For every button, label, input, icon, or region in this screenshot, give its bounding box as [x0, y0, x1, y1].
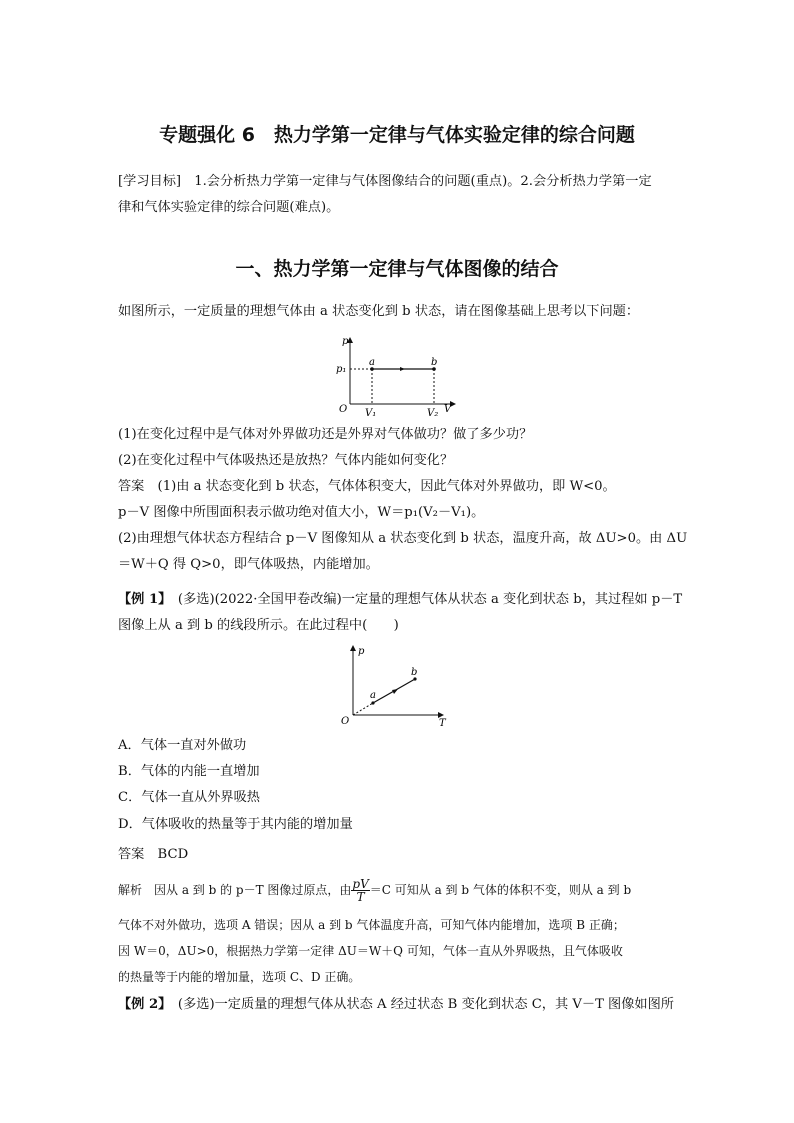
point-a	[371, 701, 374, 704]
v1-label: V₁	[365, 408, 377, 419]
example-1-line-1	[118, 590, 683, 610]
pt-diagram	[335, 642, 455, 730]
example-2-tag: 【例 2】	[118, 997, 165, 1012]
example-1-text-1: (多选)(2022·全国甲卷改编)一定量的理想气体从状态 a 变化到状态 b，其过程如 p－T	[164, 592, 683, 607]
question-1: (1)在变化过程中是气体对外界做功还是外界对气体做功？做了多少功？	[118, 427, 533, 442]
fraction-denominator: T	[356, 890, 365, 904]
option-b: B．气体的内能一直增加	[118, 764, 260, 779]
point-a-label: a	[370, 690, 376, 701]
origin-dashed-line	[353, 703, 373, 715]
analysis-line-4: 的热量等于内能的增加量，选项 C、D 正确。	[118, 970, 361, 984]
y-axis-label: p	[342, 336, 349, 347]
question-2: (2)在变化过程中气体吸热还是放热？气体内能如何变化？	[118, 453, 454, 468]
analysis-text-post: ＝C 可知从 a 到 b 气体的体积不变，则从 a 到 b	[369, 883, 632, 897]
y-axis-label: p	[358, 646, 365, 657]
point-b-label: b	[411, 667, 418, 678]
analysis-line-3: 因 W＝0，ΔU>0，根据热力学第一定律 ΔU＝W＋Q 可知，气体一直从外界吸热，且气体吸收	[118, 944, 623, 958]
answer-2-b: ＝W＋Q 得 Q>0，即气体吸热，内能增加。	[118, 557, 379, 572]
analysis-text-pre: 解析 因从 a 到 b 的 p－T 图像过原点，由	[118, 883, 352, 897]
analysis-line-1	[118, 878, 680, 903]
option-c: C．气体一直从外界吸热	[118, 790, 260, 805]
objectives-line-2: 律和气体实验定律的综合问题(难点)。	[118, 200, 340, 215]
option-d: D．气体吸收的热量等于其内能的增加量	[118, 817, 353, 832]
example-2-text-1: (多选)一定质量的理想气体从状态 A 经过状态 B 变化到状态 C，其 V－T 图像如图所	[164, 997, 674, 1012]
option-a: A．气体一直对外做功	[118, 738, 247, 753]
fraction-numerator: pV	[352, 877, 369, 891]
section-title: 一、热力学第一定律与气体图像的结合	[235, 258, 559, 280]
example-2-line-1	[118, 995, 680, 1015]
answer-1: 答案 (1)由 a 状态变化到 b 状态，气体体积变大，因此气体对外界做功，即 W<0。	[118, 479, 616, 494]
answer-2-a: (2)由理想气体状态方程结合 p－V 图像知从 a 状态变化到 b 状态，温度升高，故 ΔU>0。由 ΔU	[118, 531, 688, 546]
x-axis-label: T	[439, 718, 446, 729]
origin-label: O	[341, 716, 350, 727]
fraction-pv-over-t	[351, 878, 369, 903]
example-1-tag: 【例 1】	[118, 592, 165, 607]
objectives-line-1: [学习目标] 1.会分析热力学第一定律与气体图像结合的问题(重点)。2.会分析热力学第一定	[118, 174, 652, 189]
answer-1-b: p－V 图像中所围面积表示做功绝对值大小，W＝p₁(V₂－V₁)。	[118, 505, 485, 520]
point-b-label: b	[431, 357, 438, 368]
process-arrow	[392, 689, 398, 694]
example-1-answer: 答案 BCD	[118, 847, 189, 862]
intro-paragraph: 如图所示，一定质量的理想气体由 a 状态变化到 b 状态，请在图像基础上思考以下问题：	[118, 304, 640, 319]
point-a-label: a	[369, 357, 375, 368]
page-title: 专题强化 6 热力学第一定律与气体实验定律的综合问题	[159, 124, 635, 146]
p1-label: p₁	[336, 364, 347, 375]
example-1-line-2: 图像上从 a 到 b 的线段所示。在此过程中( )	[118, 618, 399, 633]
origin-label: O	[339, 404, 348, 415]
process-arrow	[400, 367, 405, 371]
pv-diagram	[330, 332, 465, 422]
x-axis-label: V	[444, 404, 452, 415]
v2-label: V₂	[427, 408, 439, 419]
analysis-line-2: 气体不对外做功，选项 A 错误；因从 a 到 b 气体温度升高，可知气体内能增加，选项 B 正确；	[118, 918, 625, 932]
